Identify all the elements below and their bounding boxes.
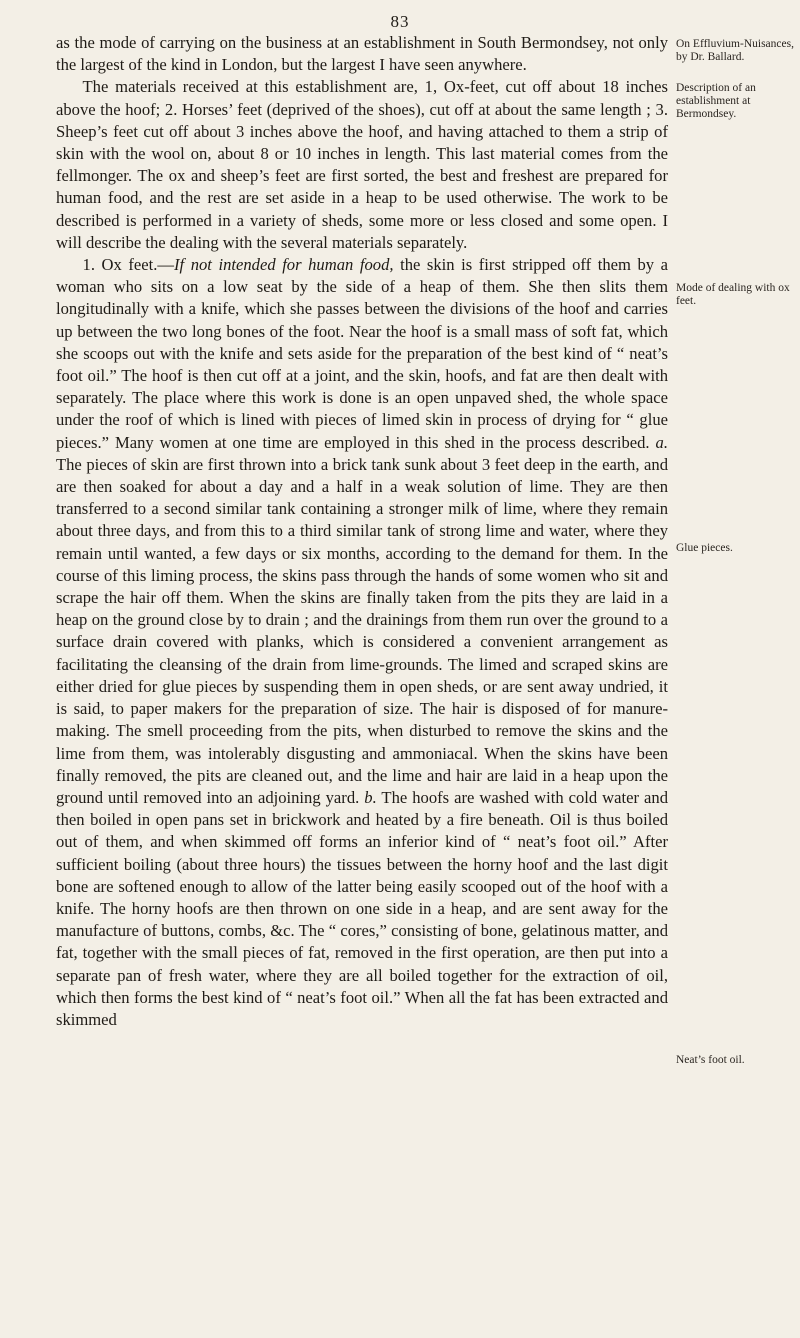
body-paragraph — [56, 76, 668, 254]
margin-note-bermondsey: Description of an establishment at Bermondsey. — [676, 82, 756, 120]
paragraph-text: The hoofs are washed with cold water and then boiled in open pans set in brickwork and heated by a fire beneath. Oil is thus boiled out of them, and when skimmed off forms an inferior kind of “ neat’s foot oil.” After sufficient boiling (about three hours) the tissues between the horny hoof and the last digit bone are softened enough to allow of the latter being easily scooped out of the hoof with a knife. The horny hoofs are then thrown on one side in a heap, and are sent away for the manufacture of buttons, combs, &c. The “ cores,” consisting of bone, gelatinous matter, and fat, together with the small pieces of fat, removed in the first operation, are then put into a separate pan of fresh water, where they are all boiled together for the extraction of oil, which then forms the best kind of “ neat’s foot oil.” When all the fat has been extracted and skimmed — [56, 787, 668, 1029]
paragraph-text: 1. Ox feet.— — [82, 255, 175, 275]
italic-text: b. — [364, 787, 377, 807]
margin-note-neats-oil: Neat’s foot oil. — [676, 1054, 745, 1066]
paragraph-text: as the mode of carrying on the business at an establishment in South Bermondsey, not only the largest of the kind in London, but the largest I have seen anywhere. — [56, 33, 668, 75]
italic-text: a. — [655, 432, 668, 452]
italic-text: If not intended for human food, — [174, 255, 394, 275]
paragraph-text: The pieces of skin are first thrown into a brick tank sunk about 3 feet deep in the earth, and are then soaked for about a day and a half in a weak solution of lime. They are then transferred to a second similar tank containing a stronger milk of lime, where they remain about three days, and from this to a third similar tank of strong lime and water, where they remain until wanted, a few days or six months, according to the demand for them. In the course of this liming process, the skins pass through the hands of some women who sit and scrape the hair off them. When the skins are finally taken from the pits they are laid in a heap on the ground close by to drain ; and the drainings from them run over the ground to a surface drain covered with planks, which is considered a convenient arrangement as facilitating the cleansing of the drain from lime-grounds. The limed and scraped skins are either dried for glue pieces by suspending them in open sheds, or are sent away undried, it is said, to paper makers for the preparation of size. The hair is disposed of for manure-making. The smell proceeding from the pits, when disturbed to remove the skins and the lime from them, was intolerably disgusting and ammoniacal. When the skins have been finally removed, the pits are cleaned out, and the lime and hair are laid in a heap upon the ground until removed into an adjoining yard. — [56, 454, 668, 807]
body-paragraph — [56, 254, 668, 1031]
page-number: 83 — [390, 12, 410, 31]
margin-note-ox-feet: Mode of dealing with ox feet. — [676, 282, 790, 307]
paragraph-text: the skin is first stripped off them by a woman who sits on a low seat by the side of a heap of them. She then slits them longitudinally with a knife, which she passes between the divisions of the hoof and carries up between the two long bones of the foot. Near the hoof is a small mass of soft fat, which she scoops out with the knife and sets aside for the preparation of the best kind of “ neat’s foot oil.” The hoof is then cut off at a joint, and the skin, hoofs, and fat are then dealt with separately. The place where this work is done is an open unpaved shed, the whole space under the roof of which is lined with pieces of limed skin in process of drying for “ glue pieces.” Many women at one time are employed in this shed in the process described. — [56, 255, 668, 452]
main-text-column — [56, 32, 668, 1031]
margin-note-glue: Glue pieces. — [676, 542, 733, 554]
continuation-paragraph — [56, 32, 668, 76]
paragraph-text: The materials received at this establishment are, 1, Ox-feet, cut off about 18 inches above the hoof; 2. Horses’ feet (deprived of the shoes), cut off at about the same length ; 3. Sheep’s feet cut off about 3 inches above the hoof, and having attached to them a strip of skin with the wool on, about 8 or 10 inches in length. This last material comes from the fellmonger. The ox and sheep’s feet are first sorted, the best and freshest are prepared for human food, and the rest are set aside in a heap to be used otherwise. The work to be described is performed in a variety of sheds, some more or less closed and some open. I will describe the dealing with the several materials separately. — [56, 77, 668, 252]
margin-note-effluvium: On Effluvium-Nuisances, by Dr. Ballard. — [676, 38, 794, 63]
